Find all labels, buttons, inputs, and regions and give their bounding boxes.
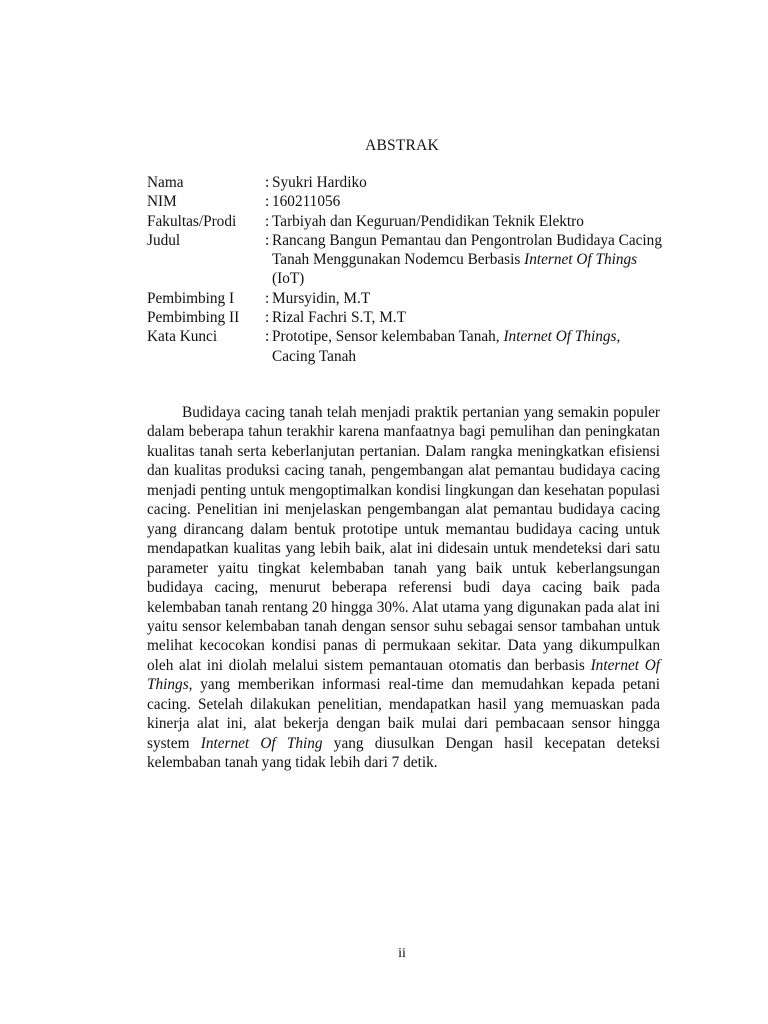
metadata-value-text	[272, 308, 667, 327]
text-run: Budidaya cacing tanah telah menjadi praktik pertanian yang semakin populer dalam beberapa tahun terakhir karena manfaatnya bagi pemulihan dan peningkatan kualitas tanah serta keberlanjutan pertanian. Dalam rangka meningkatkan efisiensi dan kualitas produksi cacing tanah, pengembangan alat pemantau budidaya cacing menjadi penting untuk mengoptimalkan kondisi lingkungan dan kesehatan populasi cacing. Penelitian ini menjelaskan pengembangan alat pemantau budidaya cacing yang dirancang dalam bentuk prototipe untuk memantau budidaya cacing untuk mendapatkan kualitas yang lebih baik, alat ini didesain untuk mendeteksi dari satu parameter yaitu tingkat kelembaban tanah yang baik untuk keberlangsungan budidaya cacing, menurut beberapa referensi budi daya cacing baik pada kelembaban tanah rentang 20 hingga 30%. Alat utama yang digunakan pada alat ini yaitu sensor kelembaban tanah dengan sensor suhu sebagai sensor tambahan untuk melihat kecocokan kondisi panas di permukaan sekitar. Data yang dikumpulkan oleh alat ini diolah melalui sistem pemantauan otomatis dan berbasis	[147, 404, 660, 674]
metadata-value	[265, 173, 667, 192]
metadata-label: Pembimbing II	[147, 309, 240, 327]
text-run: Mursyidin, M.T	[272, 289, 371, 307]
metadata-value	[265, 308, 667, 327]
metadata-value-text	[272, 212, 667, 231]
metadata-label: Nama	[147, 174, 184, 191]
abstract-paragraph	[147, 403, 660, 773]
metadata-colon: :	[265, 328, 270, 346]
text-run: Rancang Bangun Pemantau dan Pengontrolan Budidaya Cacing Tanah Menggunakan Nodemcu Berbasis	[272, 231, 662, 269]
text-run: yang diusulkan Dengan hasil kecepatan deteksi kelembaban tanah yang tidak lebih dari 7 detik.	[147, 734, 660, 772]
text-run: , yang memberikan informasi real-time dan memudahkan kepada petani cacing. Setelah dilakukan penelitian, mendapatkan hasil yang memuaskan pada kinerja alat ini, alat bekerja dengan baik mulai dari pembacaan sensor hingga system	[147, 676, 660, 752]
text-run: Syukri Hardiko	[272, 174, 367, 191]
page-title: ABSTRAK	[365, 137, 439, 154]
page-number: ii	[398, 946, 406, 961]
text-run: , Cacing Tanah	[272, 328, 621, 365]
italic-term: Internet Of Thing	[200, 734, 323, 752]
italic-term: Internet Of Things	[524, 251, 638, 269]
metadata-label: Judul	[147, 231, 181, 249]
metadata-row	[147, 231, 667, 289]
metadata-row	[147, 308, 667, 327]
metadata-value	[265, 231, 667, 289]
metadata-row	[147, 327, 667, 366]
italic-term: Internet Of Things	[147, 656, 660, 694]
metadata-colon: :	[265, 193, 270, 211]
italic-term: Internet Of Things	[503, 328, 617, 346]
metadata-row	[147, 192, 667, 211]
metadata-value	[265, 192, 667, 211]
metadata-row	[147, 212, 667, 231]
metadata-value	[265, 327, 667, 366]
metadata-colon: :	[265, 309, 270, 327]
metadata-colon: :	[265, 231, 270, 249]
metadata-colon: :	[265, 289, 270, 307]
text-run: Tarbiyah dan Keguruan/Pendidikan Teknik Elektro	[272, 212, 584, 230]
metadata-value	[265, 212, 667, 231]
metadata-value-text	[272, 327, 667, 366]
metadata-value	[265, 289, 667, 308]
metadata-row	[147, 289, 667, 308]
metadata-value-text	[272, 289, 667, 308]
metadata-row	[147, 173, 667, 192]
metadata-colon: :	[265, 212, 270, 230]
text-run: Prototipe, Sensor kelembaban Tanah,	[272, 328, 504, 346]
metadata-label: NIM	[147, 193, 177, 211]
metadata-label: Kata Kunci	[147, 328, 218, 346]
metadata-value-text	[272, 173, 667, 192]
metadata-colon: :	[265, 174, 270, 191]
metadata-value-text	[272, 192, 667, 211]
metadata-value-text	[272, 231, 667, 289]
text-run: 160211056	[272, 193, 341, 211]
metadata-label: Fakultas/Prodi	[147, 212, 237, 230]
metadata-label: Pembimbing I	[147, 289, 235, 307]
text-run: Rizal Fachri S.T, M.T	[272, 309, 406, 327]
text-run: (IoT)	[272, 270, 305, 288]
metadata-table	[147, 173, 667, 366]
